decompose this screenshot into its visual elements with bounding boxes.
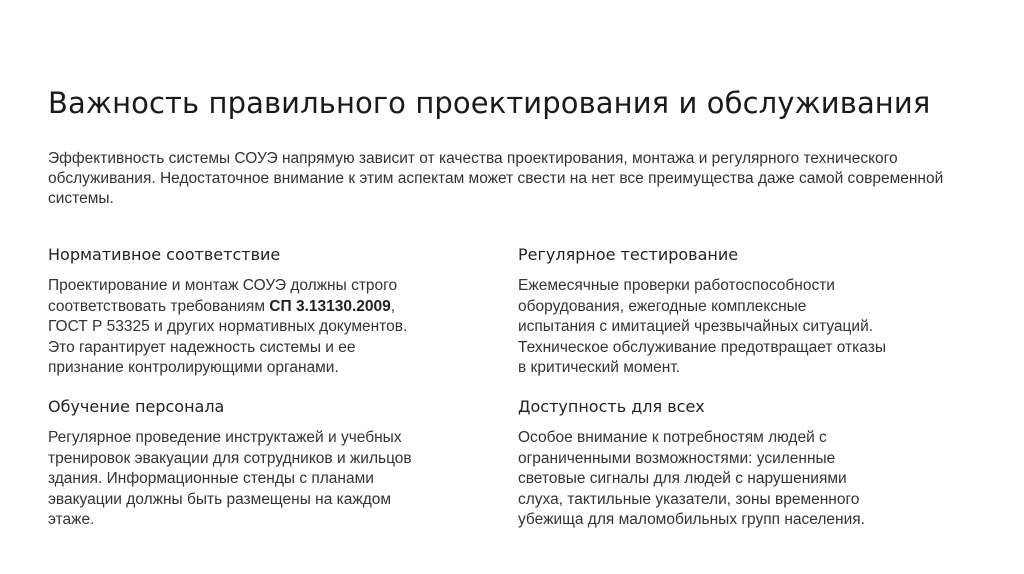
body-line: этаже. [48, 511, 95, 528]
body-line: здания. Информационные стенды с планами [48, 470, 374, 487]
body-line: ГОСТ Р 53325 и других нормативных документов. [48, 318, 408, 335]
body-line: Это гарантирует надежность системы и ее [48, 338, 356, 356]
section-regular-testing [518, 244, 968, 379]
body-line: Техническое обслуживание предотвращает отказы [518, 338, 886, 356]
body-line: Особое внимание к потребностям людей с [518, 429, 827, 446]
body-line: эвакуации должны быть размещены на каждом [48, 490, 392, 508]
section-staff-training [48, 396, 498, 531]
body-line: убежища для маломобильных групп населения. [518, 511, 865, 528]
body-line: Проектирование и монтаж СОУЭ должны строго [48, 277, 398, 294]
body-line: испытания с имитацией чрезвычайных ситуаций. [518, 318, 874, 335]
section-heading: Обучение персонала [48, 397, 225, 416]
body-line: Регулярное проведение инструктажей и учебных [48, 429, 402, 446]
body-line: оборудования, ежегодные комплексные [518, 297, 807, 315]
body-text: , [390, 297, 396, 315]
slide-title: Важность правильного проектирования и обслуживания [48, 86, 931, 120]
section-body [48, 428, 498, 531]
section-heading: Нормативное соответствие [48, 245, 281, 264]
body-text: соответствовать требованиям [48, 297, 270, 315]
body-line: ограниченными возможностями: усиленные [518, 449, 836, 467]
body-line: слуха, тактильные указатели, зоны временного [518, 490, 860, 508]
body-line: в критический момент. [518, 359, 681, 376]
section-heading: Доступность для всех [518, 397, 705, 416]
section-normative-compliance [48, 244, 498, 379]
body-line: световые сигналы для людей с нарушениями [518, 470, 847, 487]
body-line: признание контролирующими органами. [48, 359, 339, 376]
section-heading: Регулярное тестирование [518, 245, 739, 264]
body-line: тренировок эвакуации для сотрудников и жильцов [48, 449, 412, 467]
section-body [518, 428, 968, 531]
section-body [48, 276, 498, 379]
body-line [48, 297, 498, 318]
body-line: Ежемесячные проверки работоспособности [518, 277, 835, 294]
standard-reference: СП 3.13130.2009 [269, 297, 391, 315]
section-accessibility [518, 396, 968, 531]
intro-paragraph: Эффективность системы СОУЭ напрямую зависит от качества проектирования, монтажа и регулярного технического обслуживания. Недостаточное внимание к этим аспектам может свести на нет все преимущества даже самой современной системы. [48, 150, 944, 207]
section-body [518, 276, 968, 379]
